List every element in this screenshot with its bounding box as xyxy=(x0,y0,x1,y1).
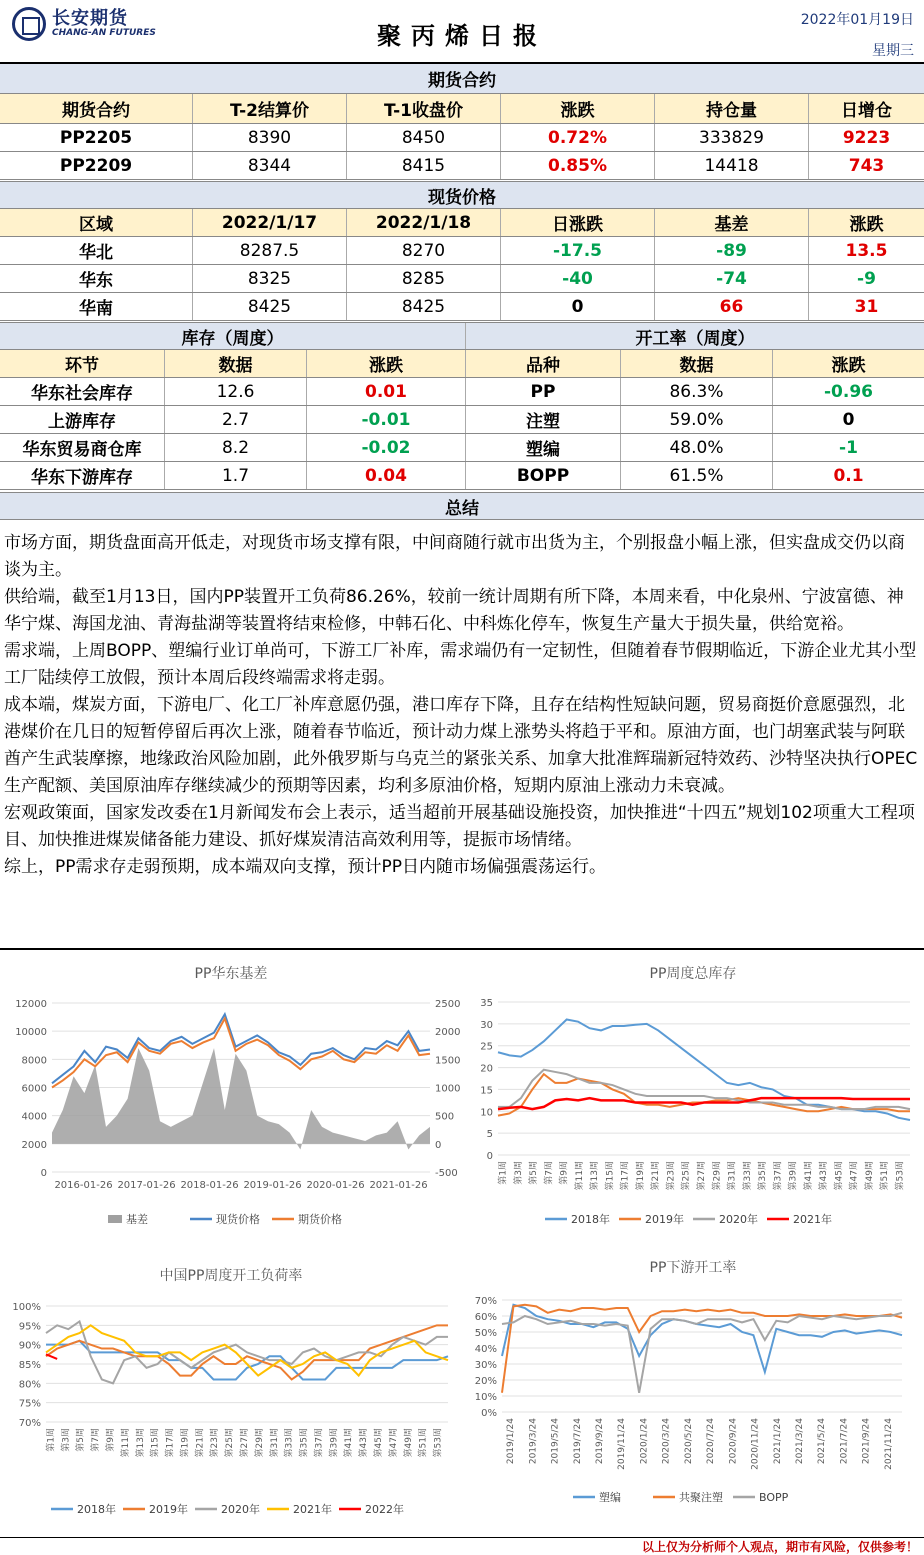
x-tick-label: 第17周 xyxy=(620,1161,631,1191)
weekly-col-header: 数据 xyxy=(621,350,773,377)
x-tick-label: 第5周 xyxy=(76,1428,87,1452)
report-date: 2022年01月19日 xyxy=(800,12,914,28)
x-tick-label: 第23周 xyxy=(666,1161,677,1191)
spot-cell: 13.5 xyxy=(845,240,888,261)
x-tick-label: 第27周 xyxy=(240,1428,250,1458)
inventory-cell: 2.7 xyxy=(165,406,307,433)
spot-col-header: 日涨跌 xyxy=(501,209,655,236)
y-tick-label: 70% xyxy=(18,1418,41,1429)
operating-cell: 86.3% xyxy=(621,378,773,405)
x-tick-label: 2016-01-26 xyxy=(54,1180,113,1191)
y-tick-label: 95% xyxy=(18,1321,41,1333)
y2-tick-label: 0 xyxy=(435,1139,442,1151)
x-tick-label: 2021/11/24 xyxy=(883,1418,894,1470)
futures-cell: 0.72% xyxy=(501,124,655,151)
spot-cell: 31 xyxy=(854,296,879,317)
x-tick-label: 2021-01-26 xyxy=(369,1180,428,1191)
futures-cell: 0.85% xyxy=(501,152,655,179)
operating-cell: PP xyxy=(466,378,621,405)
x-tick-label: 2019/11/24 xyxy=(617,1418,628,1470)
x-tick-label: 第19周 xyxy=(635,1161,646,1191)
legend-label: 基差 xyxy=(126,1213,148,1226)
chart-title: PP下游开工率 xyxy=(649,1260,737,1276)
operating-cell: 59.0% xyxy=(621,406,773,433)
x-tick-label: 第17周 xyxy=(165,1428,176,1458)
spot-row xyxy=(0,293,924,321)
weekly-table-header xyxy=(0,350,924,378)
y-tick-label: 4000 xyxy=(21,1111,47,1123)
spot-row xyxy=(0,265,924,293)
operating-cell: 0.1 xyxy=(833,465,864,486)
inventory-cell: 0.04 xyxy=(307,462,466,489)
futures-col-header: 持仓量 xyxy=(655,94,809,123)
x-tick-label: 第47周 xyxy=(388,1428,399,1458)
inventory-chart xyxy=(462,950,924,1250)
spot-cell: -89 xyxy=(655,237,809,264)
x-tick-label: 第25周 xyxy=(225,1428,236,1458)
chart-title: PP华东基差 xyxy=(194,966,268,982)
operating-cell: 0 xyxy=(842,409,855,430)
x-tick-label: 2020/5/24 xyxy=(683,1418,694,1465)
logo-cn: 长安期货 xyxy=(52,8,128,29)
inventory-cell: -0.01 xyxy=(307,406,466,433)
y2-tick-label: 2000 xyxy=(435,1027,461,1039)
legend-label: 现货价格 xyxy=(216,1213,260,1226)
basis-chart xyxy=(0,950,462,1250)
x-tick-label: 第23周 xyxy=(210,1428,221,1458)
x-tick-label: 第21周 xyxy=(651,1161,662,1191)
operating-cell: -1 xyxy=(839,437,858,458)
y-tick-label: 12000 xyxy=(15,999,47,1010)
x-tick-label: 第31周 xyxy=(269,1428,280,1458)
x-tick-label: 第53周 xyxy=(433,1428,444,1458)
x-tick-label: 第43周 xyxy=(819,1161,830,1191)
spot-cell: 8425 xyxy=(347,293,501,320)
futures-cell: 8415 xyxy=(347,152,501,179)
y-tick-label: 100% xyxy=(12,1302,41,1313)
legend-label: 2018年 xyxy=(571,1213,610,1226)
x-tick-label: 2019/1/24 xyxy=(506,1418,517,1465)
x-tick-label: 第21周 xyxy=(195,1428,206,1458)
x-tick-label: 第35周 xyxy=(299,1428,310,1458)
x-tick-label: 2020/7/24 xyxy=(706,1418,717,1465)
x-tick-label: 2021/5/24 xyxy=(817,1418,828,1465)
y-tick-label: 0% xyxy=(481,1408,497,1419)
report-weekday: 星期三 xyxy=(872,43,914,59)
x-tick-label: 第41周 xyxy=(803,1161,814,1191)
x-tick-label: 2021/7/24 xyxy=(839,1418,850,1465)
y-tick-label: 85% xyxy=(18,1360,41,1371)
y-tick-label: 40% xyxy=(474,1344,497,1355)
spot-cell: -40 xyxy=(501,265,655,292)
weekly-col-header: 品种 xyxy=(466,350,621,377)
y-tick-label: 25 xyxy=(480,1041,493,1053)
charts-area xyxy=(0,948,924,1538)
y2-tick-label: 1000 xyxy=(435,1083,461,1095)
futures-cell: 8344 xyxy=(193,152,347,179)
x-tick-label: 第11周 xyxy=(120,1428,131,1458)
inventory-cell: 8.2 xyxy=(165,434,307,461)
x-tick-label: 第11周 xyxy=(574,1161,585,1191)
chart-title: PP周度总库存 xyxy=(649,966,737,982)
x-tick-label: 第27周 xyxy=(697,1161,707,1191)
x-tick-label: 第39周 xyxy=(329,1428,340,1458)
x-tick-label: 第45周 xyxy=(374,1428,384,1458)
futures-cell: 743 xyxy=(848,155,885,176)
x-tick-label: 第13周 xyxy=(590,1161,601,1191)
y-tick-label: 6000 xyxy=(21,1083,47,1095)
legend-label: 2022年 xyxy=(365,1503,404,1516)
futures-cell: 333829 xyxy=(655,124,809,151)
weekly-col-header: 涨跌 xyxy=(831,356,866,376)
spot-row xyxy=(0,237,924,265)
futures-cell: 9223 xyxy=(842,127,891,148)
inventory-cell: 0.01 xyxy=(307,378,466,405)
futures-row xyxy=(0,152,924,180)
operating-cell: 61.5% xyxy=(621,462,773,489)
y-tick-label: 10 xyxy=(480,1107,493,1119)
operating-cell: 塑编 xyxy=(466,434,621,461)
x-tick-label: 第3周 xyxy=(513,1161,524,1185)
x-tick-label: 第49周 xyxy=(403,1428,414,1458)
x-tick-label: 第1周 xyxy=(498,1161,509,1185)
summary-paragraph: 市场方面，期货盘面高开低走，对现货市场支撑有限，中间商随行就市出货为主，个别报盘小幅上涨，但实盘成交仍以商谈为主。 xyxy=(4,533,905,580)
x-tick-label: 2021/1/24 xyxy=(772,1418,783,1465)
x-tick-label: 第43周 xyxy=(359,1428,370,1458)
futures-table-header xyxy=(0,94,924,124)
report-header xyxy=(0,0,924,64)
disclaimer: 以上仅为分析师个人观点，期市有风险，仅供参考！ xyxy=(641,1540,918,1554)
x-tick-label: 第5周 xyxy=(529,1161,540,1185)
inventory-cell: 华东下游库存 xyxy=(0,462,165,489)
x-tick-label: 第33周 xyxy=(742,1161,753,1191)
x-tick-label: 第3周 xyxy=(61,1428,72,1452)
downstream-chart xyxy=(462,1250,924,1540)
x-tick-label: 2019-01-26 xyxy=(243,1180,302,1191)
x-tick-label: 第51周 xyxy=(418,1428,429,1458)
spot-table-header xyxy=(0,209,924,237)
futures-cell: 14418 xyxy=(655,152,809,179)
y-tick-label: 15 xyxy=(480,1085,493,1097)
legend-label: 2020年 xyxy=(719,1213,758,1226)
x-tick-label: 2018-01-26 xyxy=(180,1180,239,1191)
x-tick-label: 第33周 xyxy=(284,1428,295,1458)
x-tick-label: 2019/9/24 xyxy=(595,1418,605,1465)
x-tick-label: 第53周 xyxy=(895,1161,906,1191)
futures-cell: 8390 xyxy=(193,124,347,151)
report-title: 聚丙烯日报 xyxy=(377,22,547,50)
legend-label: 2021年 xyxy=(293,1503,332,1516)
operating-rate-chart xyxy=(0,1250,462,1540)
x-tick-label: 第9周 xyxy=(559,1161,570,1185)
legend-label: 塑编 xyxy=(599,1491,621,1504)
x-tick-label: 2021/3/24 xyxy=(795,1418,805,1465)
x-tick-label: 第29周 xyxy=(254,1428,265,1458)
futures-cell: 8450 xyxy=(347,124,501,151)
weekly-row xyxy=(0,462,924,490)
spot-cell: 66 xyxy=(655,293,809,320)
summary-paragraph: 成本端，煤炭方面，下游电厂、化工厂补库意愿仍强，港口库存下降，且存在结构性短缺问题，贸易商挺价意愿强烈，北港煤价在几日的短暂停留后再次上涨，随着春节临近，预计动力煤上涨势头将趋于平和。原油方面，也门胡塞武装与阿联酋产生武装摩擦，地缘政治风险加剧，此外俄罗斯与乌克兰的紧张关系、加拿大批准辉瑞新冠特效药、沙特坚决执行OPEC生产配额、美国原油库存继续减少的预期等因素，均利多原油价格，短期内原油上涨动力未衰减。 xyxy=(4,695,918,796)
legend-label: BOPP xyxy=(759,1491,789,1504)
x-tick-label: 第37周 xyxy=(314,1428,325,1458)
spot-cell: 0 xyxy=(501,293,655,320)
series-line-2018年 xyxy=(498,1019,910,1120)
legend-label: 2019年 xyxy=(149,1503,188,1516)
spot-section-header: 现货价格 xyxy=(0,181,924,209)
y2-tick-label: 2500 xyxy=(435,999,461,1010)
futures-col-header: T-2结算价 xyxy=(193,94,347,123)
x-tick-label: 第1周 xyxy=(46,1428,57,1452)
futures-cell: PP2205 xyxy=(0,124,193,151)
weekly-row xyxy=(0,378,924,406)
x-tick-label: 第41周 xyxy=(344,1428,355,1458)
summary-paragraph: 需求端，上周BOPP、塑编行业订单尚可，下游工厂补库，需求端仍有一定韧性，但随着春节假期临近，下游企业尤其小型工厂陆续停工放假，预计本周后段终端需求将走弱。 xyxy=(4,641,917,688)
x-tick-label: 第37周 xyxy=(773,1161,784,1191)
y-tick-label: 10000 xyxy=(15,1027,47,1039)
legend-label: 2018年 xyxy=(77,1503,116,1516)
y-tick-label: 80% xyxy=(18,1379,41,1391)
x-tick-label: 第15周 xyxy=(150,1428,161,1458)
operating-cell: -0.96 xyxy=(824,381,873,402)
spot-cell: -9 xyxy=(857,268,876,289)
weekly-section-header: 库存（周度） 开工率（周度） xyxy=(0,322,924,350)
x-tick-label: 2017-01-26 xyxy=(117,1180,176,1191)
x-tick-label: 第13周 xyxy=(135,1428,146,1458)
inventory-cell: 上游库存 xyxy=(0,406,165,433)
y-tick-label: 5 xyxy=(486,1129,493,1141)
summary-paragraph: 综上，PP需求存走弱预期，成本端双向支撑，预计PP日内随市场偏强震荡运行。 xyxy=(4,857,607,877)
x-tick-label: 第19周 xyxy=(180,1428,191,1458)
series-line-2022年 xyxy=(46,1354,57,1359)
x-tick-label: 2020-01-26 xyxy=(306,1180,365,1191)
y-tick-label: 20% xyxy=(474,1376,497,1387)
legend-label: 2021年 xyxy=(793,1213,832,1226)
y-tick-label: 0 xyxy=(486,1151,493,1162)
spot-col-header: 2022/1/18 xyxy=(347,209,501,236)
y-tick-label: 30 xyxy=(480,1019,493,1031)
y-tick-label: 8000 xyxy=(21,1055,47,1067)
x-tick-label: 第25周 xyxy=(681,1161,692,1191)
inventory-cell: 12.6 xyxy=(165,378,307,405)
futures-section-header: 期货合约 xyxy=(0,64,924,94)
disclaimer-bar xyxy=(0,1537,924,1555)
futures-col-header: 涨跌 xyxy=(501,94,655,123)
weekly-row xyxy=(0,434,924,462)
spot-col-header: 2022/1/17 xyxy=(193,209,347,236)
x-tick-label: 第39周 xyxy=(788,1161,799,1191)
spot-cell: -17.5 xyxy=(501,237,655,264)
x-tick-label: 第29周 xyxy=(712,1161,723,1191)
x-tick-label: 2020/1/24 xyxy=(639,1418,650,1465)
legend-swatch xyxy=(108,1215,122,1223)
futures-col-header: 日增仓 xyxy=(841,101,892,121)
logo-en: CHANG-AN FUTURES xyxy=(52,28,156,38)
futures-row xyxy=(0,124,924,152)
x-tick-label: 第51周 xyxy=(880,1161,891,1191)
y-tick-label: 2000 xyxy=(21,1139,47,1151)
spot-cell: 8287.5 xyxy=(193,237,347,264)
spot-cell: 8270 xyxy=(347,237,501,264)
x-tick-label: 2019/3/24 xyxy=(528,1418,539,1465)
spot-cell: 8425 xyxy=(193,293,347,320)
y-tick-label: 0 xyxy=(40,1168,47,1179)
chart-title: 中国PP周度开工负荷率 xyxy=(159,1268,303,1284)
x-tick-label: 2019/5/24 xyxy=(550,1418,561,1465)
x-tick-label: 第9周 xyxy=(106,1428,116,1452)
futures-col-header: T-1收盘价 xyxy=(347,94,501,123)
legend-label: 共聚注塑 xyxy=(679,1491,723,1504)
y-tick-label: 75% xyxy=(18,1398,41,1410)
y-tick-label: 70% xyxy=(474,1296,497,1307)
x-tick-label: 2019/7/24 xyxy=(572,1418,583,1465)
legend-label: 2020年 xyxy=(221,1503,260,1516)
x-tick-label: 第45周 xyxy=(834,1161,845,1191)
spot-cell: -74 xyxy=(655,265,809,292)
futures-cell: PP2209 xyxy=(0,152,193,179)
spot-cell: 8325 xyxy=(193,265,347,292)
legend-label: 2019年 xyxy=(645,1213,684,1226)
summary-paragraph: 宏观政策面，国家发改委在1月新闻发布会上表示，适当超前开展基础设施投资，加快推进“十四五”规划102项重大工程项目、加快推进煤炭储备能力建设、抓好煤炭清洁高效利用等，提振市场情绪。 xyxy=(4,803,915,850)
summary-text xyxy=(4,530,920,881)
weekly-col-header: 涨跌 xyxy=(307,350,466,377)
y-tick-label: 60% xyxy=(474,1312,497,1323)
y2-tick-label: 1500 xyxy=(435,1055,461,1067)
spot-col-header: 区域 xyxy=(0,209,193,236)
spot-cell: 8285 xyxy=(347,265,501,292)
series-area-基差 xyxy=(52,1048,430,1149)
y-tick-label: 35 xyxy=(480,998,493,1009)
weekly-col-header: 数据 xyxy=(165,350,307,377)
y-tick-label: 30% xyxy=(474,1360,497,1371)
x-tick-label: 2020/9/24 xyxy=(728,1418,739,1465)
x-tick-label: 第35周 xyxy=(758,1161,769,1191)
summary-paragraph: 供给端，截至1月13日，国内PP装置开工负荷86.26%，较前一统计周期有所下降，本周来看，中化泉州、宁波富德、神华宁煤、海国龙油、青海盐湖等装置将结束检修，中韩石化、中科炼化停车，恢复生产量大于损失量，供给宽裕。 xyxy=(4,587,904,634)
y-tick-label: 50% xyxy=(474,1328,497,1339)
y-tick-label: 90% xyxy=(18,1340,41,1352)
spot-cell: 华东 xyxy=(0,265,193,292)
operating-cell: 48.0% xyxy=(621,434,773,461)
y2-tick-label: 500 xyxy=(435,1111,455,1123)
spot-cell: 华南 xyxy=(0,293,193,320)
operating-cell: BOPP xyxy=(466,462,621,489)
futures-col-header: 期货合约 xyxy=(0,94,193,123)
x-tick-label: 2020/3/24 xyxy=(661,1418,672,1465)
x-tick-label: 第31周 xyxy=(727,1161,738,1191)
inventory-cell: 华东社会库存 xyxy=(0,378,165,405)
spot-col-header: 涨跌 xyxy=(849,215,884,235)
legend-label: 期货价格 xyxy=(298,1213,342,1226)
inventory-cell: 1.7 xyxy=(165,462,307,489)
inventory-cell: 华东贸易商仓库 xyxy=(0,434,165,461)
series-line-2018年 xyxy=(46,1341,448,1380)
y-tick-label: 10% xyxy=(474,1392,497,1403)
spot-cell: 华北 xyxy=(0,237,193,264)
x-tick-label: 第15周 xyxy=(605,1161,616,1191)
y-tick-label: 20 xyxy=(480,1063,493,1075)
y2-tick-label: -500 xyxy=(435,1168,458,1179)
operating-cell: 注塑 xyxy=(466,406,621,433)
summary-section-header: 总结 xyxy=(0,492,924,520)
x-tick-label: 2020/11/24 xyxy=(750,1418,761,1470)
weekly-row xyxy=(0,406,924,434)
weekly-col-header: 环节 xyxy=(0,350,165,377)
x-tick-label: 第7周 xyxy=(544,1161,555,1185)
inventory-cell: -0.02 xyxy=(307,434,466,461)
x-tick-label: 2021/9/24 xyxy=(861,1418,872,1465)
x-tick-label: 第7周 xyxy=(91,1428,102,1452)
x-tick-label: 第47周 xyxy=(849,1161,860,1191)
x-tick-label: 第49周 xyxy=(864,1161,875,1191)
spot-col-header: 基差 xyxy=(655,209,809,236)
